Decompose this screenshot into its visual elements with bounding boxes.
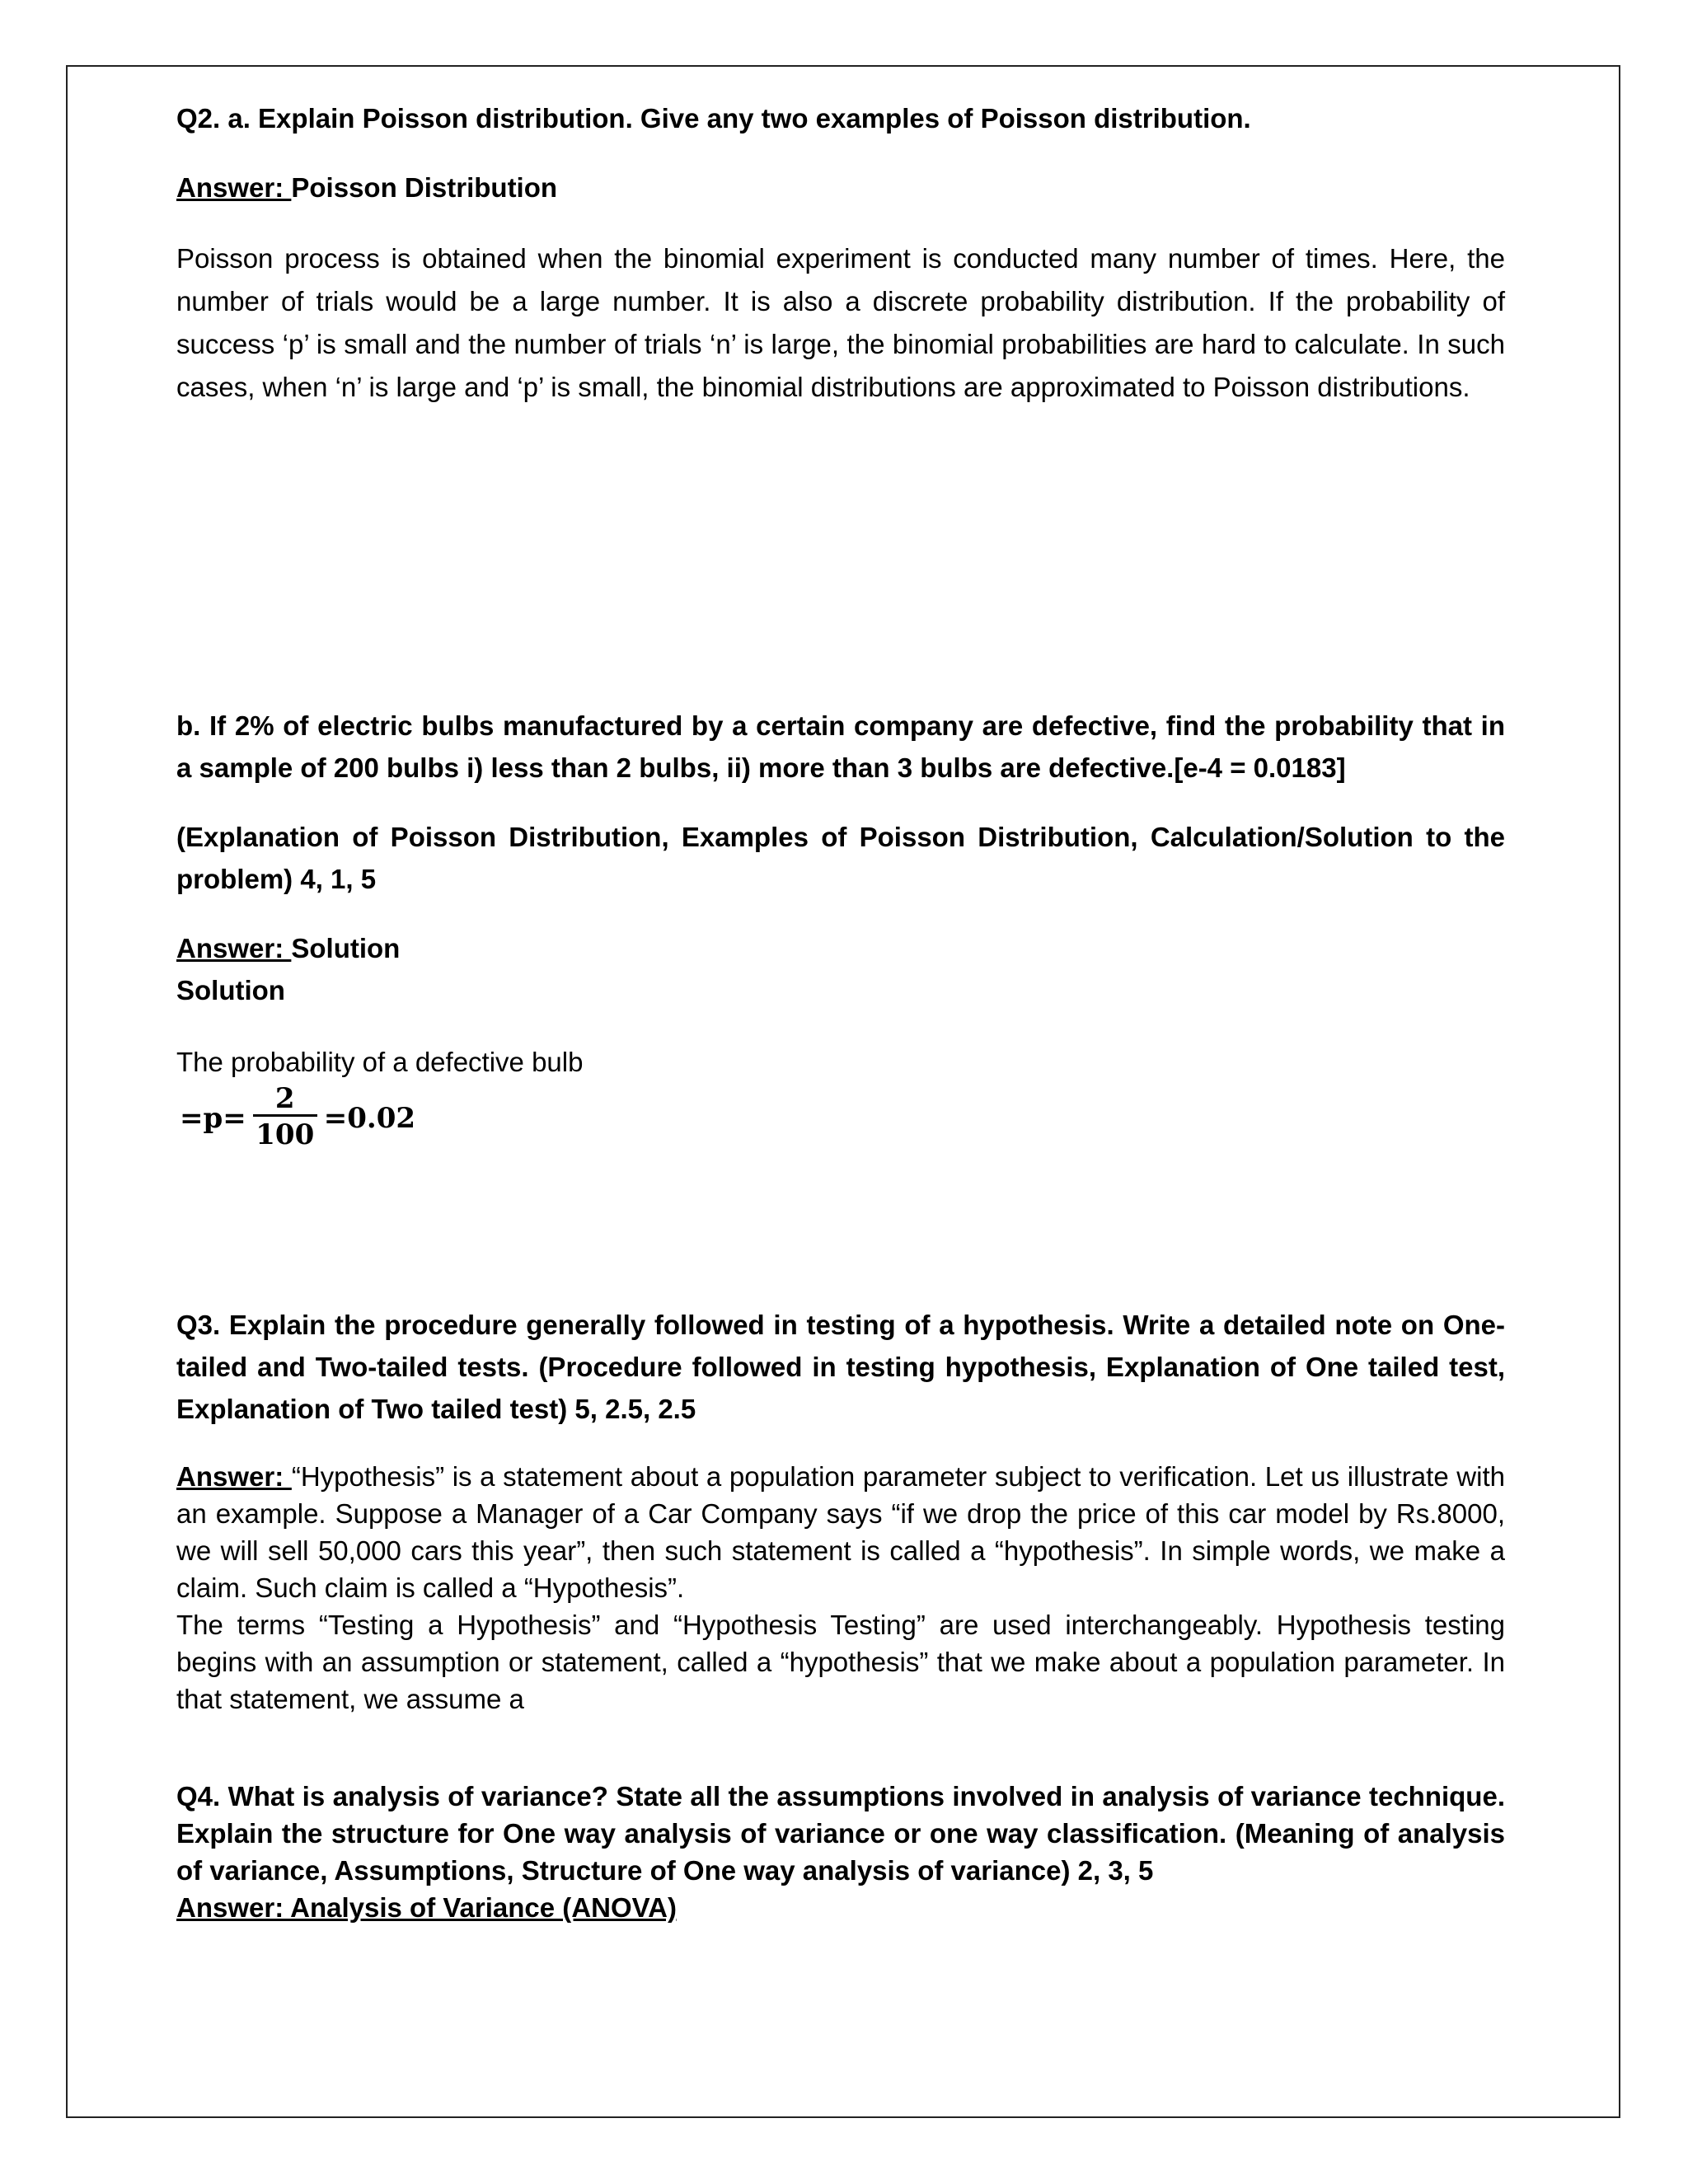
formula-lhs: =p= <box>180 1101 246 1135</box>
formula-numerator: 2 <box>274 1082 295 1115</box>
answer-label: Answer: <box>176 1461 292 1492</box>
formula-denominator: 100 <box>256 1118 315 1151</box>
q2a-answer-heading <box>176 166 1505 209</box>
q2b-answer-heading <box>176 927 1505 969</box>
q2b-question: b. If 2% of electric bulbs manufactured by a certain company are defective, find the probability that in a sample of 200 bulbs i) less than 2 bulbs, ii) more than 3 bulbs are defective.[e-4 = 0.0183] <box>176 710 1505 783</box>
answer-label: Answer: <box>176 172 292 203</box>
formula-rhs: =0.02 <box>323 1101 416 1135</box>
formula-fraction <box>253 1083 317 1153</box>
q3-paragraph-1 <box>176 1458 1505 1606</box>
q2a-answer-title: Poisson Distribution <box>291 172 558 203</box>
q2b-solution-heading: Solution <box>176 975 285 1005</box>
q2b-answer-title: Solution <box>291 933 401 963</box>
q4-question: Q4. What is analysis of variance? State all the assumptions involved in analysis of variance technique. Explain the structure for One way analysis of variance or one way classification. (Meaning of analysis of variance, Assumptions, Structure of One way analysis of variance) 2, 3, 5 <box>176 1781 1505 1886</box>
q4-answer-heading: Answer: Analysis of Variance (ANOVA) <box>176 1892 678 1923</box>
q2b-marks-note: (Explanation of Poisson Distribution, Examples of Poisson Distribution, Calculation/Solution to the problem) 4, 1, 5 <box>176 822 1505 894</box>
q3-question: Q3. Explain the procedure generally followed in testing of a hypothesis. Write a detailed note on One-tailed and Two-tailed tests. (Procedure followed in testing hypothesis, Explanation of One tailed test, Explanation of Two tailed test) 5, 2.5, 2.5 <box>176 1310 1505 1424</box>
q2b-probability-text: The probability of a defective bulb <box>176 1047 584 1077</box>
probability-formula <box>180 1083 1505 1153</box>
answer-label: Answer: <box>176 933 292 963</box>
document-body <box>176 97 1505 1926</box>
q3-paragraph-1-text: “Hypothesis” is a statement about a population parameter subject to verification. Let us illustrate with an example. Suppose a Manager of a Car Company says “if we drop the price of this car model by Rs.8000, we will sell 50,000 cars this year”, then such statement is called a “hypothesis”. In simple words, we make a claim. Such claim is called a “Hypothesis”. <box>176 1461 1505 1603</box>
q3-paragraph-2: The terms “Testing a Hypothesis” and “Hypothesis Testing” are used interchangeably. Hypothesis testing begins with an assumption or statement, called a “hypothesis” that we make about a population parameter. In that statement, we assume a <box>176 1610 1505 1714</box>
q2a-question: Q2. a. Explain Poisson distribution. Give any two examples of Poisson distribution. <box>176 103 1251 134</box>
q2a-paragraph: Poisson process is obtained when the binomial experiment is conducted many number of times. Here, the number of trials would be a large number. It is also a discrete probability distribution. If the probability of success ‘p’ is small and the number of trials ‘n’ is large, the binomial probabilities are hard to calculate. In such cases, when ‘n’ is large and ‘p’ is small, the binomial distributions are approximated to Poisson distributions. <box>176 243 1505 402</box>
